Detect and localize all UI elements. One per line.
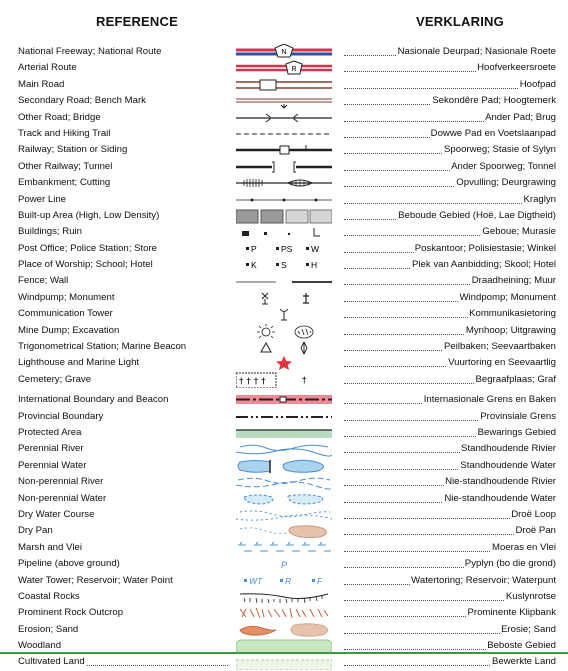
afrikaans-label: Erosie; Sand [340,622,556,638]
english-label: National Freeway; National Route [18,44,232,60]
legend-row [0,93,568,109]
english-label: Power Line [18,192,232,208]
afrikaans-label: Sekondêre Pad; Hoogtemerk [340,93,556,109]
english-label: Post Office; Police Station; Store [18,241,232,257]
afrikaans-label: Kraglyn [340,192,556,208]
comm-tower-symbol [236,306,332,322]
legend-row [0,355,568,371]
prov-boundary-symbol [236,409,332,425]
legend-row [0,425,568,441]
protected-area-symbol [236,425,332,441]
legend-row [0,224,568,240]
cultivated-symbol [236,654,332,670]
intl-boundary-symbol [236,392,332,408]
svg-text:S: S [281,260,287,271]
nonperennial-river-symbol [236,474,332,490]
english-label: Dry Water Course [18,507,232,523]
afrikaans-label: Kuslynrotse [340,589,556,605]
legend-row [0,44,568,60]
afrikaans-label: Droë Loop [340,507,556,523]
buildings-symbol [236,224,332,240]
verklaring-heading: VERKLARING [416,14,504,29]
national-freeway-symbol [236,44,332,60]
fence-symbol [236,273,332,289]
legend-row [0,208,568,224]
dry-course-symbol [236,507,332,523]
afrikaans-label: Kommunikasietoring [340,306,556,322]
legend-row [0,523,568,539]
svg-text:P: P [280,560,288,571]
legend-row [0,441,568,457]
afrikaans-label: Poskantoor; Polisiestasie; Winkel [340,241,556,257]
trig-station-symbol [236,339,332,355]
english-label: Coastal Rocks [18,589,232,605]
afrikaans-label: Dowwe Pad en Voetslaanpad [340,126,556,142]
svg-text:WT: WT [249,575,263,586]
english-label: Built-up Area (High, Low Density) [18,208,232,224]
afrikaans-label: Hoofpad [340,77,556,93]
legend-row [0,77,568,93]
railway-symbol [236,142,332,158]
perennial-water-symbol [236,458,332,474]
afrikaans-label: Nasionale Deurpad; Nasionale Roete [340,44,556,60]
english-label: Perennial River [18,441,232,457]
afrikaans-label: Vuurtoring en Seevaartlig [340,355,556,371]
svg-text:†: † [302,375,307,386]
svg-text:F: F [317,575,323,586]
legend-row [0,622,568,638]
bottom-rule [0,652,568,654]
english-label: Mine Dump; Excavation [18,323,232,339]
svg-text:PS: PS [281,243,293,254]
legend-row [0,372,568,388]
erosion-symbol [236,622,332,638]
afrikaans-label: Moeras en Vlei [340,540,556,556]
legend-row [0,339,568,355]
legend-row [0,474,568,490]
afrikaans-label: Beboste Gebied [340,638,556,654]
legend-row [0,589,568,605]
legend-row [0,175,568,191]
other-road-symbol [236,110,332,126]
english-label: Dry Pan [18,523,232,539]
power-line-symbol [236,192,332,208]
english-label: Other Road; Bridge [18,110,232,126]
legend-row [0,409,568,425]
legend-row [0,556,568,572]
arterial-route-symbol [236,60,332,76]
afrikaans-label: Mynhoop; Uitgrawing [340,323,556,339]
english-label: Protected Area [18,425,232,441]
svg-text:K: K [251,260,257,271]
afrikaans-label: Provinsiale Grens [340,409,556,425]
svg-text:W: W [311,243,320,254]
afrikaans-label: Geboue; Murasie [340,224,556,240]
built-up-symbol [236,208,332,224]
dry-pan-symbol [236,523,332,539]
afrikaans-label: Pyplyn (bo die grond) [340,556,556,572]
afrikaans-label: Spoorweg; Stasie of Sylyn [340,142,556,158]
rock-outcrop-symbol [236,605,332,621]
legend-row [0,306,568,322]
english-label: Other Railway; Tunnel [18,159,232,175]
legend-row [0,192,568,208]
reference-heading: REFERENCE [96,14,178,29]
post-office-symbol [236,241,332,257]
legend-row [0,257,568,273]
nonperennial-water-symbol [236,491,332,507]
english-label: Prominent Rock Outcrop [18,605,232,621]
afrikaans-label: Beboude Gebied (Hoë, Lae Digtheid) [340,208,556,224]
english-label: Perennial Water [18,458,232,474]
legend-row [0,491,568,507]
main-road-symbol [236,77,332,93]
english-label: Arterial Route [18,60,232,76]
english-label: Pipeline (above ground) [18,556,232,572]
english-label: Place of Worship; School; Hotel [18,257,232,273]
legend-row [0,290,568,306]
english-label: Track and Hiking Trail [18,126,232,142]
afrikaans-label: Draadheining; Muur [340,273,556,289]
afrikaans-label: Ander Pad; Brug [340,110,556,126]
afrikaans-label: Peilbaken; Seevaartbaken [340,339,556,355]
english-label: Trigonometrical Station; Marine Beacon [18,339,232,355]
legend-row [0,458,568,474]
track-symbol [236,126,332,142]
english-label: Windpump; Monument [18,290,232,306]
svg-text:P: P [251,243,257,254]
legend-row [0,142,568,158]
afrikaans-label: Droë Pan [340,523,556,539]
marsh-symbol [236,540,332,556]
coastal-rocks-symbol [236,589,332,605]
afrikaans-label: Prominente Klipbank [340,605,556,621]
afrikaans-label: Bewerkte Land [340,654,556,670]
afrikaans-label: Begraafplaas; Graf [340,372,556,388]
english-label: Marsh and Vlei [18,540,232,556]
english-label: Lighthouse and Marine Light [18,355,232,371]
english-label: Buildings; Ruin [18,224,232,240]
english-label: Communication Tower [18,306,232,322]
legend-row [0,126,568,142]
legend-row [0,507,568,523]
afrikaans-label: Windpomp; Monument [340,290,556,306]
legend-row [0,540,568,556]
afrikaans-label: Watertoring; Reservoir; Waterpunt [340,573,556,589]
cemetery-symbol [236,372,332,388]
legend-table [0,44,568,671]
afrikaans-label: Standhoudende Rivier [340,441,556,457]
secondary-road-symbol [236,93,332,109]
svg-text:R: R [285,575,292,586]
legend-row [0,573,568,589]
english-label: Non-perennial River [18,474,232,490]
legend-row [0,60,568,76]
afrikaans-label: Internasionale Grens en Baken [340,392,556,408]
legend-row [0,110,568,126]
svg-text:H: H [311,260,318,271]
svg-text:R: R [291,66,297,74]
other-railway-symbol [236,159,332,175]
afrikaans-label: Opvulling; Deurgrawing [340,175,556,191]
windpump-symbol [236,290,332,306]
english-label: Water Tower; Reservoir; Water Point [18,573,232,589]
english-label: Non-perennial Water [18,491,232,507]
english-label: Provincial Boundary [18,409,232,425]
legend-row [0,159,568,175]
legend-row [0,273,568,289]
pipeline-symbol [236,556,332,572]
afrikaans-label: Standhoudende Water [340,458,556,474]
afrikaans-label: Nie-standhoudende Water [340,491,556,507]
english-label: Woodland [18,638,232,654]
lighthouse-symbol [236,355,332,371]
legend-row [0,605,568,621]
english-label: Embankment; Cutting [18,175,232,191]
english-label: Erosion; Sand [18,622,232,638]
english-label: Cultivated Land [18,654,232,670]
english-label: Secondary Road; Bench Mark [18,93,232,109]
english-label: Main Road [18,77,232,93]
legend-row [0,392,568,408]
legend-row [0,323,568,339]
svg-text:† † † †: † † † † [239,376,266,387]
english-label: Cemetery; Grave [18,372,232,388]
svg-text:N: N [281,49,287,56]
english-label: Railway; Station or Siding [18,142,232,158]
afrikaans-label: Nie-standhoudende Rivier [340,474,556,490]
water-tower-symbol [236,573,332,589]
afrikaans-label: Bewarings Gebied [340,425,556,441]
afrikaans-label: Hoofverkeersroete [340,60,556,76]
legend-row [0,654,568,670]
worship-symbol [236,257,332,273]
afrikaans-label: Ander Spoorweg; Tonnel [340,159,556,175]
english-label: International Boundary and Beacon [18,392,232,408]
afrikaans-label: Plek van Aanbidding; Skool; Hotel [340,257,556,273]
perennial-river-symbol [236,441,332,457]
english-label: Fence; Wall [18,273,232,289]
legend-row [0,241,568,257]
mine-dump-symbol [236,323,332,339]
embankment-symbol [236,175,332,191]
